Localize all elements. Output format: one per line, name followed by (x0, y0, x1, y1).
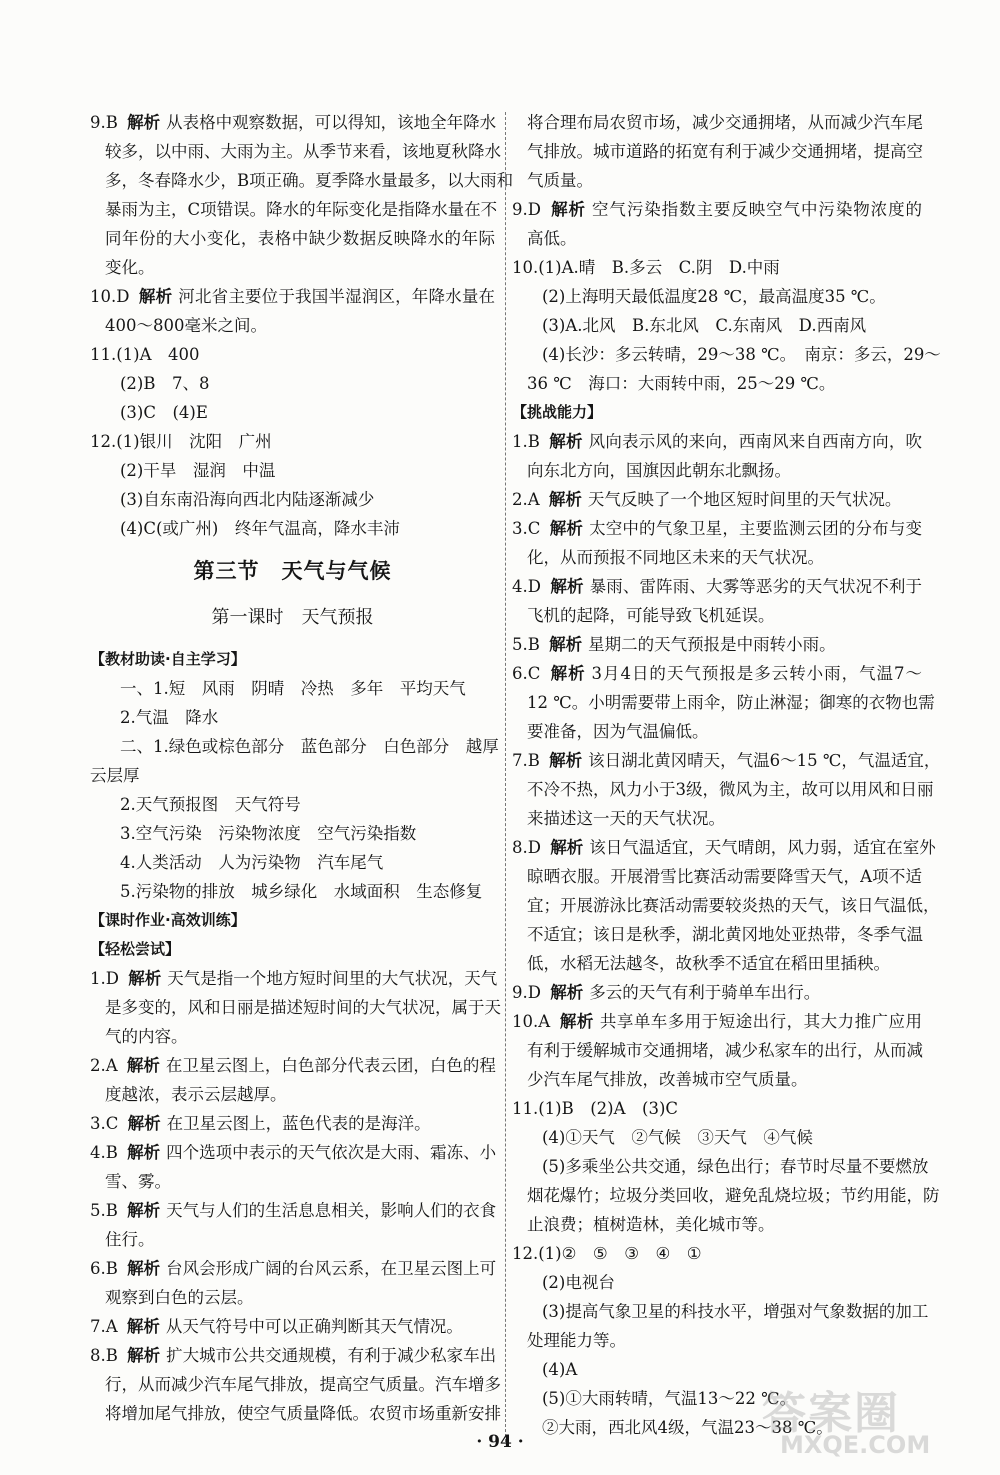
text-line (512, 1239, 922, 1268)
analysis-text: 天气是指一个地方短时间里的大气状况，天气 (167, 969, 498, 988)
text-line (512, 775, 934, 804)
analysis-text: 从天气符号中可以正确判断其天气情况。 (165, 1317, 463, 1336)
line-text: 变化。 (105, 258, 155, 277)
text-line (90, 224, 495, 253)
text-line (90, 1283, 495, 1312)
analysis-label: 解析 (126, 1056, 160, 1075)
section-heading: 【挑战能力】 (512, 403, 603, 421)
line-text: 9.D (512, 200, 548, 219)
lesson-title: 第一课时 天气预报 (211, 607, 374, 628)
text-line (90, 761, 495, 790)
text-line (90, 282, 495, 311)
text-line (90, 1022, 495, 1051)
text-line (512, 311, 922, 340)
text-line (512, 427, 922, 456)
text-line (512, 949, 922, 978)
text-line (90, 514, 495, 543)
section-heading: 【轻松尝试】 (90, 940, 181, 958)
text-line (90, 1138, 495, 1167)
line-text: 较多，以中雨、大雨为主。从季节来看，该地夏秋降水 (105, 142, 501, 161)
line-text: 气质量。 (527, 171, 593, 190)
text-line (512, 833, 936, 862)
text-line (512, 862, 922, 891)
analysis-text: 在卫星云图上，白色部分代表云团，白色的程 (165, 1056, 496, 1075)
text-line (512, 195, 922, 224)
line-text: 4.B (90, 1143, 124, 1162)
analysis-label: 解析 (127, 113, 161, 132)
line-text: 12 ℃。小明需要带上雨伞，防止淋湿；御寒的衣物也需 (527, 693, 935, 712)
line-text: (4)①天气 ②气候 ③天气 ④气候 (542, 1128, 813, 1147)
analysis-label: 解析 (127, 1259, 161, 1278)
analysis-text: 3月4日的天气预报是多云转小雨，气温7～ (591, 664, 923, 683)
analysis-label: 解析 (550, 838, 584, 857)
analysis-text: 扩大城市公共交通规模，有利于减少私家车出 (166, 1346, 497, 1365)
line-text: 8.B (90, 1346, 124, 1365)
line-text: 9.B (90, 113, 124, 132)
line-text: 气的内容。 (105, 1027, 188, 1046)
text-line (90, 1399, 501, 1428)
analysis-label: 解析 (550, 577, 584, 596)
line-text: (2)电视台 (542, 1273, 615, 1292)
text-line (512, 514, 922, 543)
line-text: (3)A.北风 B.东北风 C.东南风 D.西南风 (542, 316, 867, 335)
line-text: 是多变的，风和日丽是描述短时间的大气状况，属于天 (105, 998, 501, 1017)
line-text: 少汽车尾气排放，改善城市空气质量。 (527, 1070, 808, 1089)
right-column (512, 108, 941, 1442)
line-text: 观察到白色的云层。 (105, 1288, 254, 1307)
line-text: 10.A (512, 1012, 556, 1031)
line-text: 5.B (512, 635, 546, 654)
text-line (512, 746, 941, 775)
text-line (90, 993, 501, 1022)
line-text: (2)干旱 湿润 中温 (120, 461, 276, 480)
line-text: (3)提高气象卫星的科技水平，增强对气象数据的加工 (542, 1302, 929, 1321)
line-text: 低，水稻无法越冬，故秋季不适宜在稻田里插秧。 (527, 954, 890, 973)
analysis-label: 解析 (548, 490, 582, 509)
analysis-text: 河北省主要位于我国半湿润区，年降水量在 (178, 287, 496, 306)
text-line (512, 340, 941, 369)
text-line (512, 978, 922, 1007)
analysis-text: 太空中的气象卫星，主要监测云团的分布与变 (589, 519, 923, 538)
page-number: · 94 · (476, 1432, 524, 1452)
line-text: 不冷不热，风力小于3级，微风为主，故可以用风和日丽 (527, 780, 934, 799)
text-line (90, 1225, 495, 1254)
text-line (90, 340, 495, 369)
text-line (512, 282, 922, 311)
analysis-label: 解析 (549, 432, 583, 451)
text-line (512, 891, 940, 920)
watermark-text: 答案圈 (762, 1388, 900, 1439)
line-text: 雪、雾。 (105, 1172, 171, 1191)
text-line (512, 1181, 940, 1210)
analysis-label: 解析 (549, 751, 583, 770)
text-line (90, 819, 495, 848)
line-text: 3.C (90, 1114, 124, 1133)
analysis-text: 暴雨、雷阵雨、大雾等恶劣的天气状况不利于 (589, 577, 923, 596)
analysis-label: 解析 (550, 664, 586, 683)
line-text: 9.D (512, 983, 547, 1002)
line-text: 行，从而减少汽车尾气排放，提高空气质量。汽车增多 (105, 1375, 501, 1394)
text-line (512, 1152, 929, 1181)
text-line (512, 1036, 922, 1065)
line-text: 向东北方向，国旗因此朝东北飘扬。 (527, 461, 791, 480)
text-line (90, 1109, 495, 1138)
line-text: 5.污染物的排放 城乡绿化 水域面积 生态修复 (120, 882, 483, 901)
analysis-text: 从表格中观察数据，可以得知，该地全年降水 (166, 113, 497, 132)
line-text: 将增加尾气排放，使空气质量降低。农贸市场重新安排 (105, 1404, 501, 1423)
text-line (90, 137, 501, 166)
analysis-text: 台风会形成广阔的台风云系，在卫星云图上可 (166, 1259, 497, 1278)
line-text: (3)C (4)E (120, 403, 208, 422)
text-line (90, 1051, 495, 1080)
text-line (90, 848, 495, 877)
line-text: 11.(1)B (2)A (3)C (512, 1099, 679, 1118)
analysis-label: 解析 (127, 1114, 161, 1133)
analysis-text: 星期二的天气预报是中雨转小雨。 (588, 635, 836, 654)
analysis-label: 解析 (551, 200, 586, 219)
text-line (90, 1312, 495, 1341)
text-line (512, 572, 922, 601)
text-line (90, 166, 514, 195)
text-line (90, 1167, 495, 1196)
line-text: 3.C (512, 519, 546, 538)
text-line (90, 674, 495, 703)
text-line (512, 688, 935, 717)
line-text: 4.人类活动 人为污染物 汽车尾气 (120, 853, 384, 872)
text-line (512, 717, 922, 746)
analysis-text: 共享单车多用于短途出行，其大力推广应用 (599, 1012, 923, 1031)
line-text: (5)多乘坐公共交通，绿色出行；春节时尽量不要燃放 (542, 1157, 929, 1176)
section-heading: 【课时作业·高效训练】 (90, 911, 246, 929)
line-text: 6.B (90, 1259, 124, 1278)
text-line (90, 253, 495, 282)
line-text: 晾晒衣服。开展滑雪比赛活动需要降雪天气，A项不适 (527, 867, 922, 886)
analysis-label: 解析 (127, 1143, 161, 1162)
line-text: 多，冬春降水少，B项正确。夏季降水量最多，以大雨和 (105, 171, 514, 190)
text-line (512, 630, 922, 659)
line-text: 暴雨为主，C项错误。降水的年际变化是指降水量在不 (105, 200, 498, 219)
line-text: 度越浓，表示云层越厚。 (105, 1085, 287, 1104)
column-divider (505, 112, 506, 1442)
line-text: 处理能力等。 (527, 1331, 626, 1350)
section-title: 第三节 天气与气候 (193, 559, 392, 583)
text-line (512, 601, 922, 630)
line-text: 10.(1)A.晴 B.多云 C.阴 D.中雨 (512, 258, 780, 277)
watermark-logo (752, 1377, 982, 1467)
line-text: 7.A (90, 1317, 123, 1336)
line-text: (4)长沙：多云转晴，29～38 ℃。 南京：多云，29～ (542, 345, 941, 364)
text-line (512, 253, 922, 282)
line-text: 2.A (512, 490, 545, 509)
text-line (512, 543, 922, 572)
text-line (90, 311, 495, 340)
line-text: 5.B (90, 1201, 124, 1220)
text-line (512, 137, 922, 166)
line-text: 1.D (90, 969, 125, 988)
analysis-label: 解析 (127, 1346, 161, 1365)
line-text: (2)上海明天最低温度28 ℃，最高温度35 ℃。 (542, 287, 886, 306)
text-line (90, 1080, 495, 1109)
line-text: 12.(1)② ⑤ ③ ④ ① (512, 1244, 702, 1263)
line-text: 一、1.短 风雨 阴晴 冷热 多年 平均天气 (120, 679, 466, 698)
line-text: 1.B (512, 432, 546, 451)
text-line (90, 369, 495, 398)
left-column (90, 108, 514, 1428)
line-text: 400～800毫米之间。 (105, 316, 267, 335)
text-line (90, 485, 495, 514)
section-heading: 【教材助读·自主学习】 (90, 650, 246, 668)
analysis-label: 解析 (559, 1012, 594, 1031)
text-line (512, 1210, 922, 1239)
text-line (512, 1326, 922, 1355)
line-text: 来描述这一天的天气状况。 (527, 809, 725, 828)
line-text: (3)自东南沿海向西北内陆逐渐减少 (120, 490, 375, 509)
analysis-text: 该日气温适宜，天气晴朗，风力弱，适宜在室外 (589, 838, 936, 857)
analysis-label: 解析 (128, 969, 162, 988)
text-line (90, 790, 495, 819)
analysis-text: 四个选项中表示的天气依次是大雨、霜冻、小 (166, 1143, 497, 1162)
watermark-url: MXQE.COM (780, 1431, 931, 1459)
line-text: 同年份的大小变化，表格中缺少数据反映降水的年际 (105, 229, 495, 248)
line-text: 飞机的起降，可能导致飞机延误。 (527, 606, 775, 625)
line-text: 二、1.绿色或棕色部分 蓝色部分 白色部分 越厚 (120, 737, 499, 756)
line-text: 2.A (90, 1056, 123, 1075)
line-text: (2)B 7、8 (120, 374, 210, 393)
line-text: 8.D (512, 838, 547, 857)
line-text: 将合理布局农贸市场，减少交通拥堵，从而减少汽车尾 (527, 113, 923, 132)
text-line (90, 398, 495, 427)
line-text: 11.(1)A 400 (90, 345, 200, 364)
text-line (90, 1254, 495, 1283)
text-line (512, 224, 922, 253)
text-line (512, 456, 922, 485)
text-line (512, 485, 922, 514)
text-line (90, 703, 495, 732)
line-text: 不适宜；该日是秋季，湖北黄冈地处亚热带，冬季气温 (527, 925, 923, 944)
line-text: ②大雨，西北风4级，气温23～38 ℃。 (542, 1418, 833, 1437)
line-text: (4)A (542, 1360, 578, 1379)
line-text: 2.气温 降水 (120, 708, 219, 727)
line-text: 烟花爆竹；垃圾分类回收，避免乱烧垃圾；节约用能，防 (527, 1186, 940, 1205)
analysis-label: 解析 (126, 1317, 160, 1336)
line-text: 高低。 (527, 229, 577, 248)
text-line (90, 1196, 495, 1225)
text-line (512, 1297, 929, 1326)
text-line (512, 920, 922, 949)
text-line (90, 108, 495, 137)
line-text: 有利于缓解城市交通拥堵，减少私家车的出行，从而减 (527, 1041, 923, 1060)
line-text: 12.(1)银川 沈阳 广州 (90, 432, 272, 451)
analysis-text: 天气与人们的生活息息相关，影响人们的衣食 (166, 1201, 497, 1220)
line-text: 住行。 (105, 1230, 155, 1249)
line-text: (4)C(或广州) 终年气温高，降水丰沛 (120, 519, 400, 538)
text-line (512, 1094, 922, 1123)
analysis-text: 该日湖北黄冈晴天，气温6～15 ℃，气温适宜， (588, 751, 941, 770)
text-line (512, 1065, 922, 1094)
line-text: (5)①大雨转晴，气温13～22 ℃。 (542, 1389, 797, 1408)
line-text: 化，从而预报不同地区未来的天气状况。 (527, 548, 824, 567)
text-line (90, 456, 495, 485)
analysis-text: 在卫星云图上，蓝色代表的是海洋。 (166, 1114, 431, 1133)
line-text: 气排放。城市道路的拓宽有利于减少交通拥堵，提高空 (527, 142, 923, 161)
text-line (512, 804, 922, 833)
line-text: 云层厚 (90, 766, 140, 785)
line-text: 6.C (512, 664, 547, 683)
line-text: 止浪费；植树造林，美化城市等。 (527, 1215, 775, 1234)
analysis-label: 解析 (550, 983, 584, 1002)
line-text: 2.天气预报图 天气符号 (120, 795, 301, 814)
analysis-text: 天气反映了一个地区短时间里的天气状况。 (587, 490, 902, 509)
line-text: 要准备，因为气温偏低。 (527, 722, 709, 741)
line-text: 4.D (512, 577, 547, 596)
text-line (90, 1370, 501, 1399)
analysis-text: 空气污染指数主要反映空气中污染物浓度的 (591, 200, 923, 219)
analysis-text: 风向表示风的来向，西南风来自西南方向，吹 (588, 432, 923, 451)
text-line (512, 1007, 922, 1036)
text-line (512, 1268, 922, 1297)
line-text: 宜；开展游泳比赛活动需要较炎热的天气，该日气温低， (527, 896, 940, 915)
text-line (512, 369, 922, 398)
analysis-label: 解析 (127, 1201, 161, 1220)
analysis-label: 解析 (549, 519, 584, 538)
text-line (90, 427, 495, 456)
text-line (90, 964, 498, 993)
line-text: 10.D (90, 287, 135, 306)
text-line (512, 659, 922, 688)
analysis-text: 多云的天气有利于骑单车出行。 (589, 983, 821, 1002)
analysis-label: 解析 (549, 635, 583, 654)
text-line (90, 877, 495, 906)
line-text: 7.B (512, 751, 546, 770)
text-line (90, 732, 499, 761)
text-line (90, 1341, 495, 1370)
analysis-label: 解析 (138, 287, 173, 306)
text-line (512, 108, 922, 137)
line-text: 36 ℃ 海口：大雨转中雨，25～29 ℃。 (527, 374, 836, 393)
line-text: 3.空气污染 污染物浓度 空气污染指数 (120, 824, 417, 843)
text-line (512, 1123, 922, 1152)
text-line (512, 166, 922, 195)
text-line (90, 195, 498, 224)
